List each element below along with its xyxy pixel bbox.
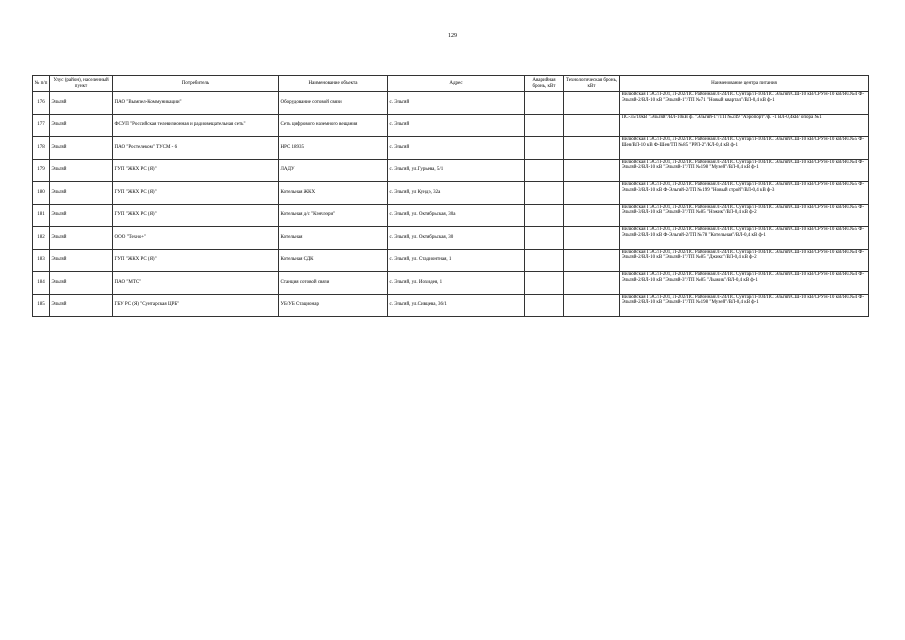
header-power-source: Наименование центра питания: [620, 76, 869, 92]
cell-emergency-reserve: [525, 92, 564, 115]
cell-address: с. Эльгяй: [388, 114, 525, 137]
cell-emergency-reserve: [525, 182, 564, 205]
cell-emergency-reserve: [525, 294, 564, 317]
cell-emergency-reserve: [525, 159, 564, 182]
cell-power-source: [620, 294, 869, 317]
cell-num: 183: [33, 249, 50, 272]
cell-consumer: ПАО "МТС": [113, 272, 279, 295]
cell-technological-reserve: [564, 182, 620, 205]
cell-technological-reserve: [564, 249, 620, 272]
table-row: [33, 114, 869, 137]
cell-emergency-reserve: [525, 204, 564, 227]
table-header-row: [33, 76, 869, 92]
power-source-text: Вилюйская ГЭС/Л-201, Л-202/ПС Районная/Л-24/ПС Сунтар/Л-104/ПС Эльгяй/СШ-10 кВ/СРУН-10 кВ/Яч.№4 Ф-Эльгяй-2/ВЛ-10 кВ "Эльгяй-3"/ТП №85 "Лыжик"/ВЛ-0,4 кВ ф-1: [621, 272, 865, 283]
cell-power-source: [620, 249, 869, 272]
power-source-text: Вилюйская ГЭС/Л-201, Л-202/ПС Районная/Л-24/ПС Сунтар/Л-104/ПС Эльгяй/СШ-10 кВ/СРУН-10 кВ/Яч.№4 Ф-Эльгяй-2/ВЛ-10 кВ "Эльгяй-1"/ТП №198 "Музей"/ВЛ-0,4 кВ ф-1: [621, 159, 865, 171]
cell-num: 178: [33, 137, 50, 160]
power-source-text: Вилюйская ГЭС/Л-201, Л-202/ПС Районная/Л-24/ПС Сунтар/Л-104/ПС Эльгяй/СШ-10 кВ/СРУН-10 кВ/Яч.№5 Ф-Эльгяй-3/ВЛ-10 кВ Ф-Эльгяй-2/ТП №199 "Новый строй"/ВЛ-0,4 кВ ф-3: [621, 182, 865, 193]
cell-object: ЛАДУ: [279, 159, 388, 182]
header-num: № п/п: [33, 76, 50, 92]
table-row: [33, 227, 869, 250]
cell-technological-reserve: [564, 92, 620, 115]
cell-address: с. Эльгяй, ул. Октябрьская, 30а: [388, 204, 525, 227]
cell-power-source: [620, 182, 869, 205]
cell-address: с. Эльгяй, ул.Сивцева, 36/1: [388, 294, 525, 317]
cell-technological-reserve: [564, 114, 620, 137]
cell-technological-reserve: [564, 227, 620, 250]
power-source-text: ПС-35/10кВ "Эльгяй"/ВЛ-10кВ ф. "Эльгяй-1"/ТП №249 "Аэропорт"/ф. -1 ВЛ-0,4кВ/ опора №1: [621, 114, 822, 120]
cell-object: Котельная ЖКХ: [279, 182, 388, 205]
cell-consumer: ФСУП "Российская телевизионная и радиовещательная сеть": [113, 114, 279, 137]
cell-technological-reserve: [564, 204, 620, 227]
power-source-text: Вилюйская ГЭС/Л-201, Л-202/ПС Районная/Л-24/ПС Сунтар/Л-104/ПС Эльгяй/СШ-10 кВ/СРУН-10 кВ/Яч.№4 Ф-Эльгяй-2/ВЛ-10 кВ "Эльгяй-1"/ТП №85 "Джикс"/ВЛ-0,4 кВ ф-2: [621, 249, 865, 261]
table-row: [33, 92, 869, 115]
cell-consumer: ГУП "ЖКХ РС (Я)": [113, 159, 279, 182]
cell-district: Эльгяй: [50, 114, 113, 137]
cell-district: Эльгяй: [50, 249, 113, 272]
cell-object: Котельная д/с "Кэнчээри": [279, 204, 388, 227]
table-row: [33, 249, 869, 272]
cell-address: с. Эльгяй, ул Кундэ, 32а: [388, 182, 525, 205]
power-source-text: Вилюйская ГЭС/Л-201, Л-202/ПС Районная/Л-24/ПС Сунтар/Л-104/ПС Эльгяй/СШ-10 кВ/СРУН-10 кВ/Яч.№4 Ф-Эльгяй-2/ВЛ-10 кВ "Эльгяй-1"/ТП №198 "Музей"/ВЛ-0,4 кВ ф-1: [621, 294, 865, 306]
cell-emergency-reserve: [525, 227, 564, 250]
cell-technological-reserve: [564, 137, 620, 160]
header-address: Адрес: [388, 76, 525, 92]
header-consumer: Потребитель: [113, 76, 279, 92]
table-row: [33, 272, 869, 295]
cell-address: с. Эльгяй: [388, 92, 525, 115]
table-row: [33, 204, 869, 227]
cell-num: 177: [33, 114, 50, 137]
cell-consumer: ГУП "ЖКХ РС (Я)": [113, 249, 279, 272]
power-source-text: Вилюйская ГЭС/Л-201, Л-202/ПС Районная/Л-24/ПС Сунтар/Л-104/ПС Эльгяй/СШ-10 кВ/СРУН-10 кВ/Яч.№4 Ф-Эльгяй-2/ВЛ-10 кВ "Эльгяй-1"/ТП №71 "Новый квартал"/ВЛ-0,4 кВ ф-1: [621, 92, 865, 103]
cell-emergency-reserve: [525, 114, 564, 137]
table-row: [33, 182, 869, 205]
cell-num: 180: [33, 182, 50, 205]
cell-consumer: ПАО "Ростелеком" ТУСМ - 6: [113, 137, 279, 160]
header-technological-reserve: Технологическая бронь, кВт: [564, 76, 620, 92]
cell-power-source: [620, 92, 869, 115]
cell-district: Эльгяй: [50, 159, 113, 182]
table-row: [33, 159, 869, 182]
cell-power-source: [620, 114, 869, 137]
cell-object: НРС 18935: [279, 137, 388, 160]
cell-district: Эльгяй: [50, 92, 113, 115]
cell-object: Сеть цифрового наземного вещания: [279, 114, 388, 137]
cell-technological-reserve: [564, 294, 620, 317]
cell-object: Станция сотовой связи: [279, 272, 388, 295]
power-source-text: Вилюйская ГЭС/Л-201, Л-202/ПС Районная/Л-24/ПС Сунтар/Л-104/ПС Эльгяй/СШ-10 кВ/СРУН-10 кВ/Яч.№5 Ф-Эльгяй-3/ВЛ-10 кВ "Эльгяй-3"/ТП №85 "Нэжик"/ВЛ-0,4 кВ ф-2: [621, 204, 865, 216]
cell-consumer: ГУП "ЖКХ РС (Я)": [113, 204, 279, 227]
power-source-text: Вилюйская ГЭС/Л-201, Л-202/ПС Районная/Л-24/ПС Сунтар/Л-104/ПС Эльгяй/СШ-10 кВ/СРУН-10 кВ/Яч.№5 Ф-Эльгяй-2/ВЛ-10 кВ Ф-Эльгяй-2/ТП №78 "Котельная"/ВЛ-0,4 кВ ф-1: [621, 227, 865, 238]
cell-consumer: ПАО "Вымпел-Коммуникации": [113, 92, 279, 115]
cell-object: Котельная: [279, 227, 388, 250]
cell-technological-reserve: [564, 159, 620, 182]
cell-address: с. Эльгяй, ул. Октябрьская, 30: [388, 227, 525, 250]
cell-power-source: [620, 159, 869, 182]
cell-district: Эльгяй: [50, 294, 113, 317]
table-row: [33, 294, 869, 317]
cell-address: с. Эльгяй, ул. Иохидея, 1: [388, 272, 525, 295]
cell-address: с. Эльгяй: [388, 137, 525, 160]
cell-district: Эльгяй: [50, 137, 113, 160]
cell-num: 179: [33, 159, 50, 182]
cell-district: Эльгяй: [50, 272, 113, 295]
cell-power-source: [620, 137, 869, 160]
cell-num: 181: [33, 204, 50, 227]
cell-num: 182: [33, 227, 50, 250]
cell-power-source: [620, 204, 869, 227]
cell-power-source: [620, 272, 869, 295]
power-source-text: Вилюйская ГЭС/Л-201, Л-202/ПС Районная/Л-24/ПС Сунтар/Л-104/ПС Эльгяй/СШ-10 кВ/СРУН-10 кВ/Яч.№5 Ф-Шея/ВЛ-10 кВ Ф-Шея/ТП №85 "РРЛ-2"/КЛ-0,4 кВ ф-1: [621, 137, 865, 148]
cell-consumer: ГБУ РС (Я) "Сунтарская ЦРБ": [113, 294, 279, 317]
cell-district: Эльгяй: [50, 227, 113, 250]
cell-power-source: [620, 227, 869, 250]
header-emergency-reserve: Аварийная бронь, кВт: [525, 76, 564, 92]
header-district: Улус (район), населенный пункт: [50, 76, 113, 92]
cell-object: Котельная СДК: [279, 249, 388, 272]
cell-object: Оборудование сотовой связи: [279, 92, 388, 115]
table-row: [33, 137, 869, 160]
cell-district: Эльгяй: [50, 182, 113, 205]
cell-num: 185: [33, 294, 50, 317]
cell-emergency-reserve: [525, 272, 564, 295]
cell-emergency-reserve: [525, 137, 564, 160]
cell-address: с. Эльгяй, ул.Гурьева, 5/1: [388, 159, 525, 182]
page-number: 129: [448, 33, 457, 39]
cell-consumer: ГУП "ЖКХ РС (Я)": [113, 182, 279, 205]
cell-object: УБ/УБ Стационар: [279, 294, 388, 317]
cell-num: 176: [33, 92, 50, 115]
cell-address: с. Эльгяй, ул. Стадионтная, 1: [388, 249, 525, 272]
cell-emergency-reserve: [525, 249, 564, 272]
cell-technological-reserve: [564, 272, 620, 295]
power-consumers-table: [32, 75, 869, 317]
cell-consumer: ООО "Техно+": [113, 227, 279, 250]
cell-num: 184: [33, 272, 50, 295]
header-object: Наименование объекта: [279, 76, 388, 92]
cell-district: Эльгяй: [50, 204, 113, 227]
